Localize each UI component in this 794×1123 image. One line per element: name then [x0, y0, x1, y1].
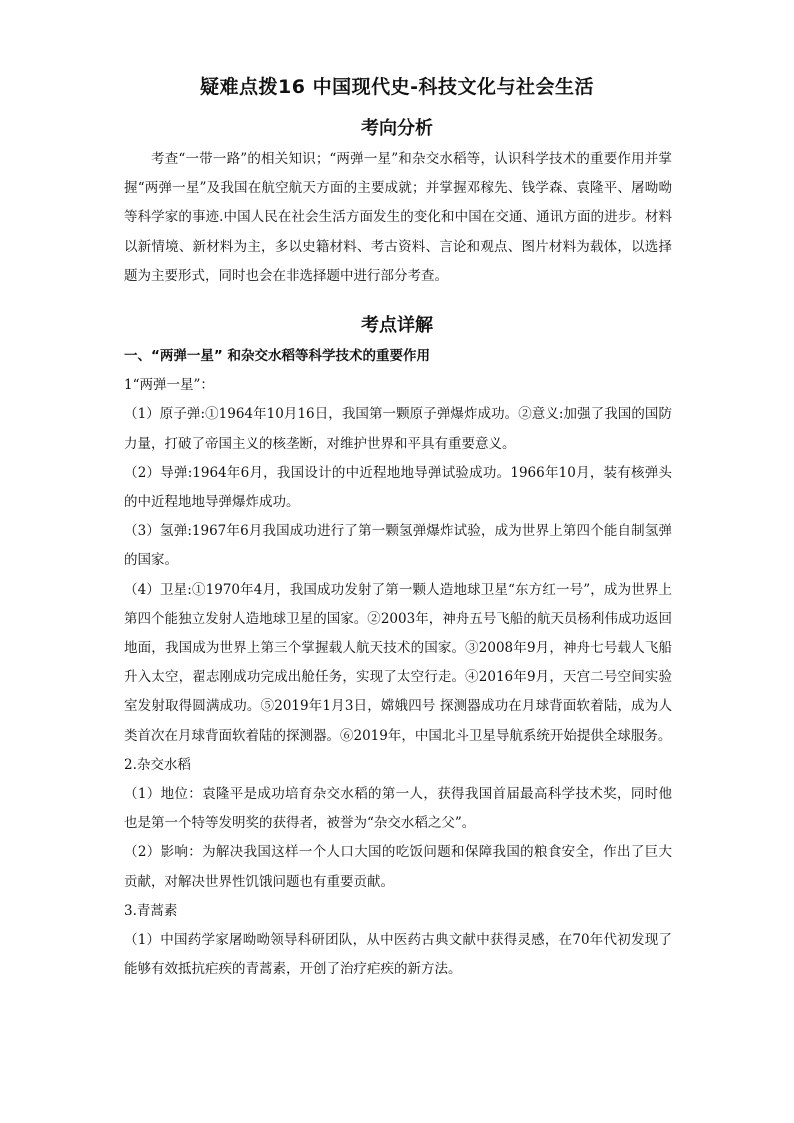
subsection1-item: （3）氢弹:1967年6月我国成功进行了第一颗氢弹爆炸试验，成为世界上第四个能自制氢弹的国家。 — [124, 523, 672, 569]
subsection2-title: 2.杂交水稻 — [124, 756, 191, 773]
details-body — [124, 342, 672, 984]
analysis-paragraph: 考查“一带一路”的相关知识；“两弹一星”和杂交水稻等，认识科学技术的重要作用并掌握“两弹一星”及我国在航空航天方面的主要成就；并掌握邓稼先、钱学森、袁隆平、屠呦呦等科学家的事迹.中国人民在社会生活方面发生的变化和中国在交通、通讯方面的进步。材料以新情境、新材料为主，多以史籍材料、考古资料、言论和观点、图片材料为载体，以选择题为主要形式，同时也会在非选择题中进行部分考查。 — [124, 151, 672, 284]
subsection3-title: 3.青蒿素 — [124, 902, 178, 919]
subsection1-item: （2）导弹:1964年6月，我国设计的中近程地地导弹试验成功。1966年10月，装有核弹头的中近程地地导弹爆炸成功。 — [124, 464, 672, 511]
subsection1-item: （1）原子弹:①1964年10月16日，我国第一颗原子弹爆炸成功。②意义:加强了我国的国防力量，打破了帝国主义的核垄断，对维护世界和平具有重要意义。 — [124, 406, 672, 452]
subsection1-title: 1“两弹一星”： — [124, 377, 214, 394]
document-title: 疑难点拨16 中国现代史-科技文化与社会生活 — [200, 76, 594, 98]
analysis-heading: 考向分析 — [361, 118, 433, 139]
analysis-body — [124, 145, 672, 291]
subsection1-item: （4）卫星:①1970年4月，我国成功发射了第一颗人造地球卫星“东方红一号”，成为世界上第四个能独立发射人造地球卫星的国家。②2003年，神舟五号飞船的航天员杨利伟成功返回地面，我国成为世界上第三个掌握载人航天技术的国家。③2008年9月，神舟七号载人飞船升入太空，翟志刚成功完成出舱任务，实现了太空行走。④2016年9月，天宫二号空间实验室发射取得圆满成功。⑤2019年1月3日，嫦娥四号 探测器成功在月球背面软着陆，成为人类首次在月球背面软着陆的探测器。⑥2019年，中国北斗卫星导航系统开始提供全球服务。 — [124, 581, 672, 744]
subsection2-item: （2）影响：为解决我国这样一个人口大国的吃饭问题和保障我国的粮食安全，作出了巨大贡献，对解决世界性饥饿问题也有重要贡献。 — [124, 844, 672, 890]
section1-title: 一、“两弹一星” 和杂交水稻等科学技术的重要作用 — [124, 348, 430, 364]
subsection2-item: （1）地位：袁隆平是成功培育杂交水稻的第一人，获得我国首届最高科学技术奖，同时他也是第一个特等发明奖的获得者，被誉为“杂交水稻之父”。 — [124, 786, 672, 832]
details-heading: 考点详解 — [361, 315, 433, 336]
subsection3-item: （1）中国药学家屠呦呦领导科研团队，从中医药古典文献中获得灵感，在70年代初发现了能够有效抵抗疟疾的青蒿素，开创了治疗疟疾的新方法。 — [124, 932, 672, 978]
